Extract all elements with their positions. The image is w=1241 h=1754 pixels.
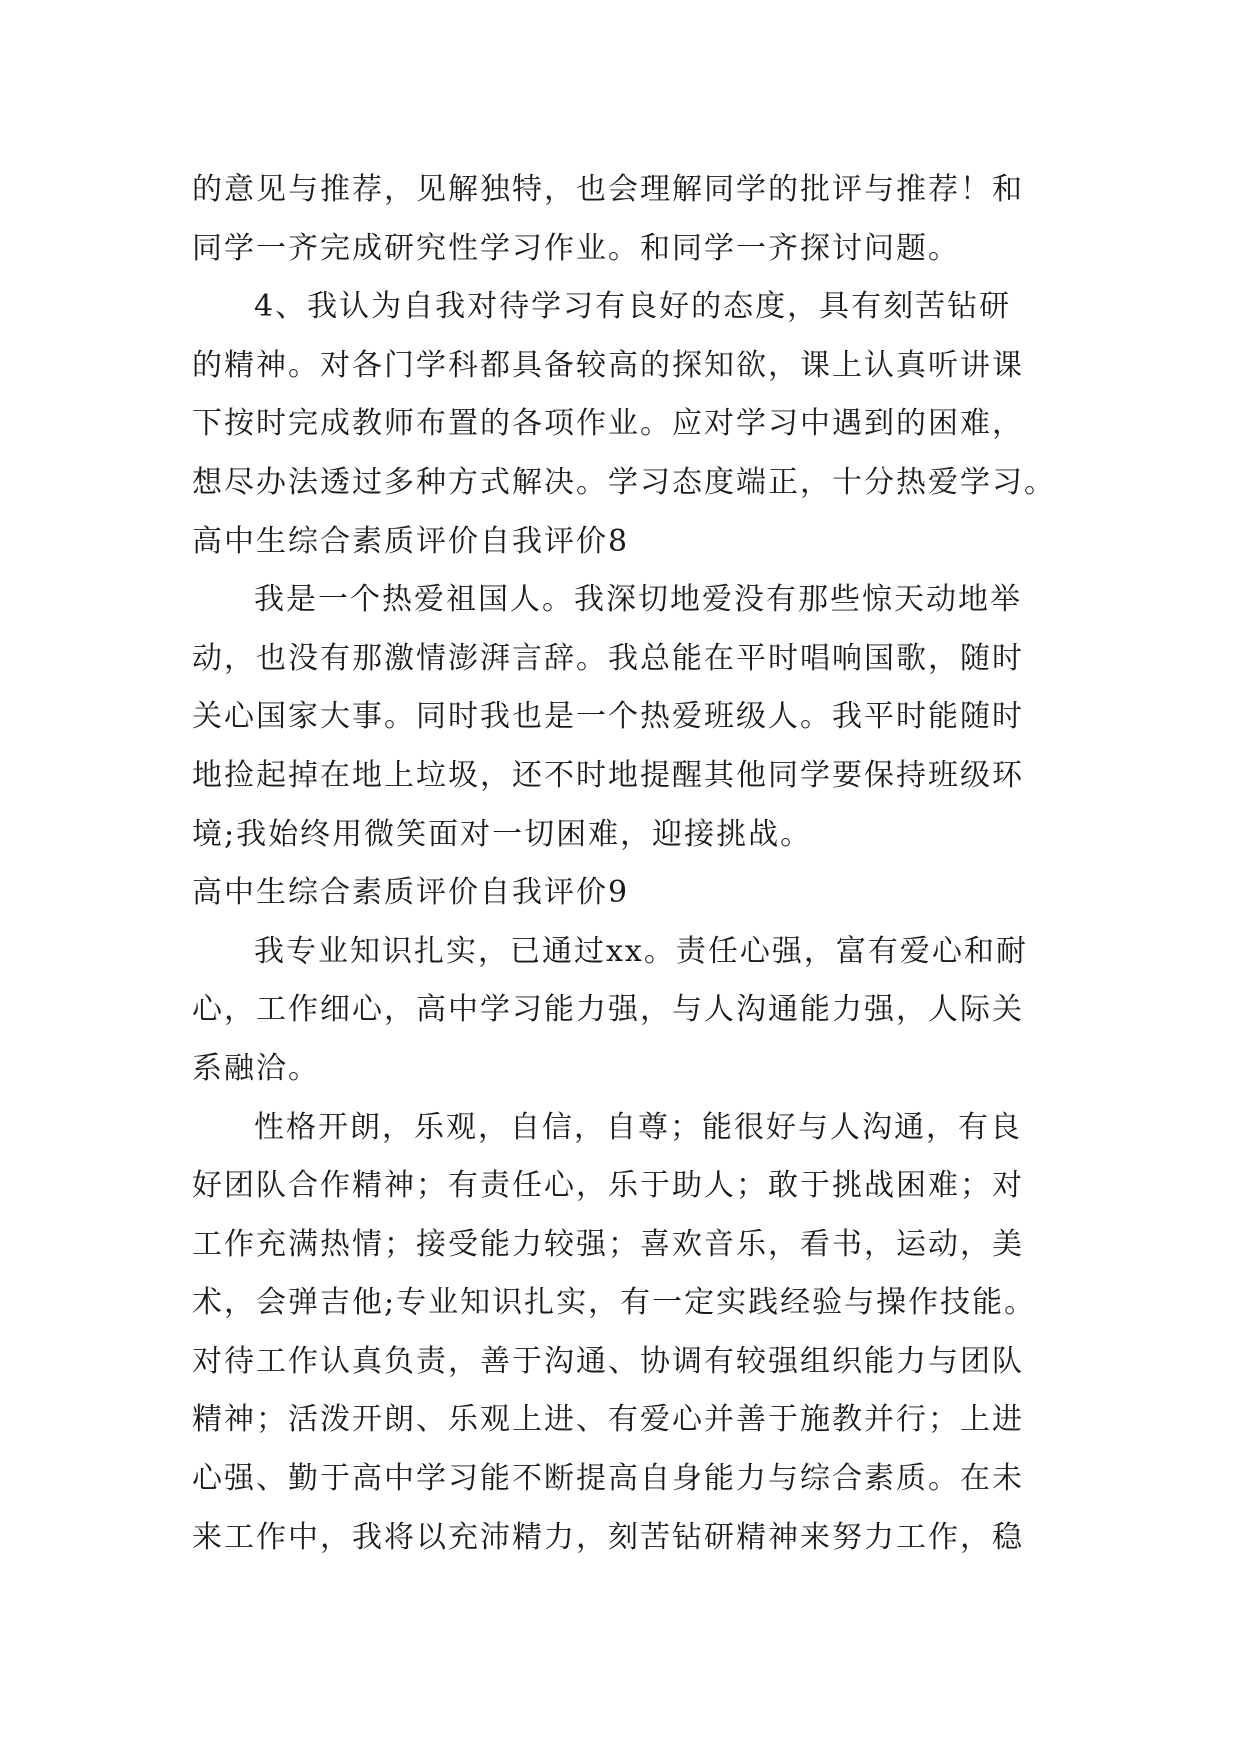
- text-line: 术，会弹吉他;专业知识扎实，有一定实践经验与操作技能。: [192, 1285, 1037, 1321]
- text-line: 系融洽。: [192, 1050, 320, 1086]
- text-line: 4、我认为自我对待学习有良好的态度，具有刻苦钻研: [254, 289, 1012, 325]
- text-line: 心，工作细心，高中学习能力强，与人沟通能力强，人际关: [192, 992, 1024, 1028]
- text-line: 地捡起掉在地上垃圾，还不时地提醒其他同学要保持班级环: [192, 757, 1024, 793]
- text-line: 的意见与推荐，见解独特，也会理解同学的批评与推荐！和: [192, 172, 1024, 207]
- text-line: 来工作中，我将以充沛精力，刻苦钻研精神来努力工作，稳: [192, 1519, 1024, 1555]
- text-line: 同学一齐完成研究性学习作业。和同学一齐探讨问题。: [192, 230, 960, 266]
- text-line: 关心国家大事。同时我也是一个热爱班级人。我平时能随时: [192, 699, 1024, 735]
- text-line: 工作充满热情；接受能力较强；喜欢音乐，看书，运动，美: [192, 1226, 1024, 1262]
- text-line: 我专业知识扎实，已通过xx。责任心强，富有爱心和耐: [254, 933, 1028, 969]
- section-heading: 高中生综合素质评价自我评价9: [192, 875, 630, 911]
- text-line: 好团队合作精神；有责任心，乐于助人；敢于挑战困难；对: [192, 1168, 1024, 1204]
- text-line: 性格开朗，乐观，自信，自尊；能很好与人沟通，有良: [254, 1109, 1022, 1145]
- text-line: 心强、勤于高中学习能不断提高自身能力与综合素质。在未: [192, 1461, 1024, 1497]
- document-body: [192, 161, 1056, 1567]
- text-line: 的精神。对各门学科都具备较高的探知欲，课上认真听讲课: [192, 347, 1024, 383]
- text-line: 我是一个热爱祖国人。我深切地爱没有那些惊天动地举: [254, 582, 1022, 618]
- text-line: 对待工作认真负责，善于沟通、协调有较强组织能力与团队: [192, 1343, 1024, 1379]
- text-line: 想尽办法透过多种方式解决。学习态度端正，十分热爱学习。: [192, 464, 1056, 500]
- text-line: 下按时完成教师布置的各项作业。应对学习中遇到的困难，: [192, 406, 1024, 442]
- section-heading: 高中生综合素质评价自我评价8: [192, 523, 630, 559]
- text-line: 精神；活泼开朗、乐观上进、有爱心并善于施教并行；上进: [192, 1402, 1024, 1438]
- text-line: 动，也没有那激情澎湃言辞。我总能在平时唱响国歌，随时: [192, 640, 1024, 676]
- text-line: 境;我始终用微笑面对一切困难，迎接挑战。: [192, 816, 813, 852]
